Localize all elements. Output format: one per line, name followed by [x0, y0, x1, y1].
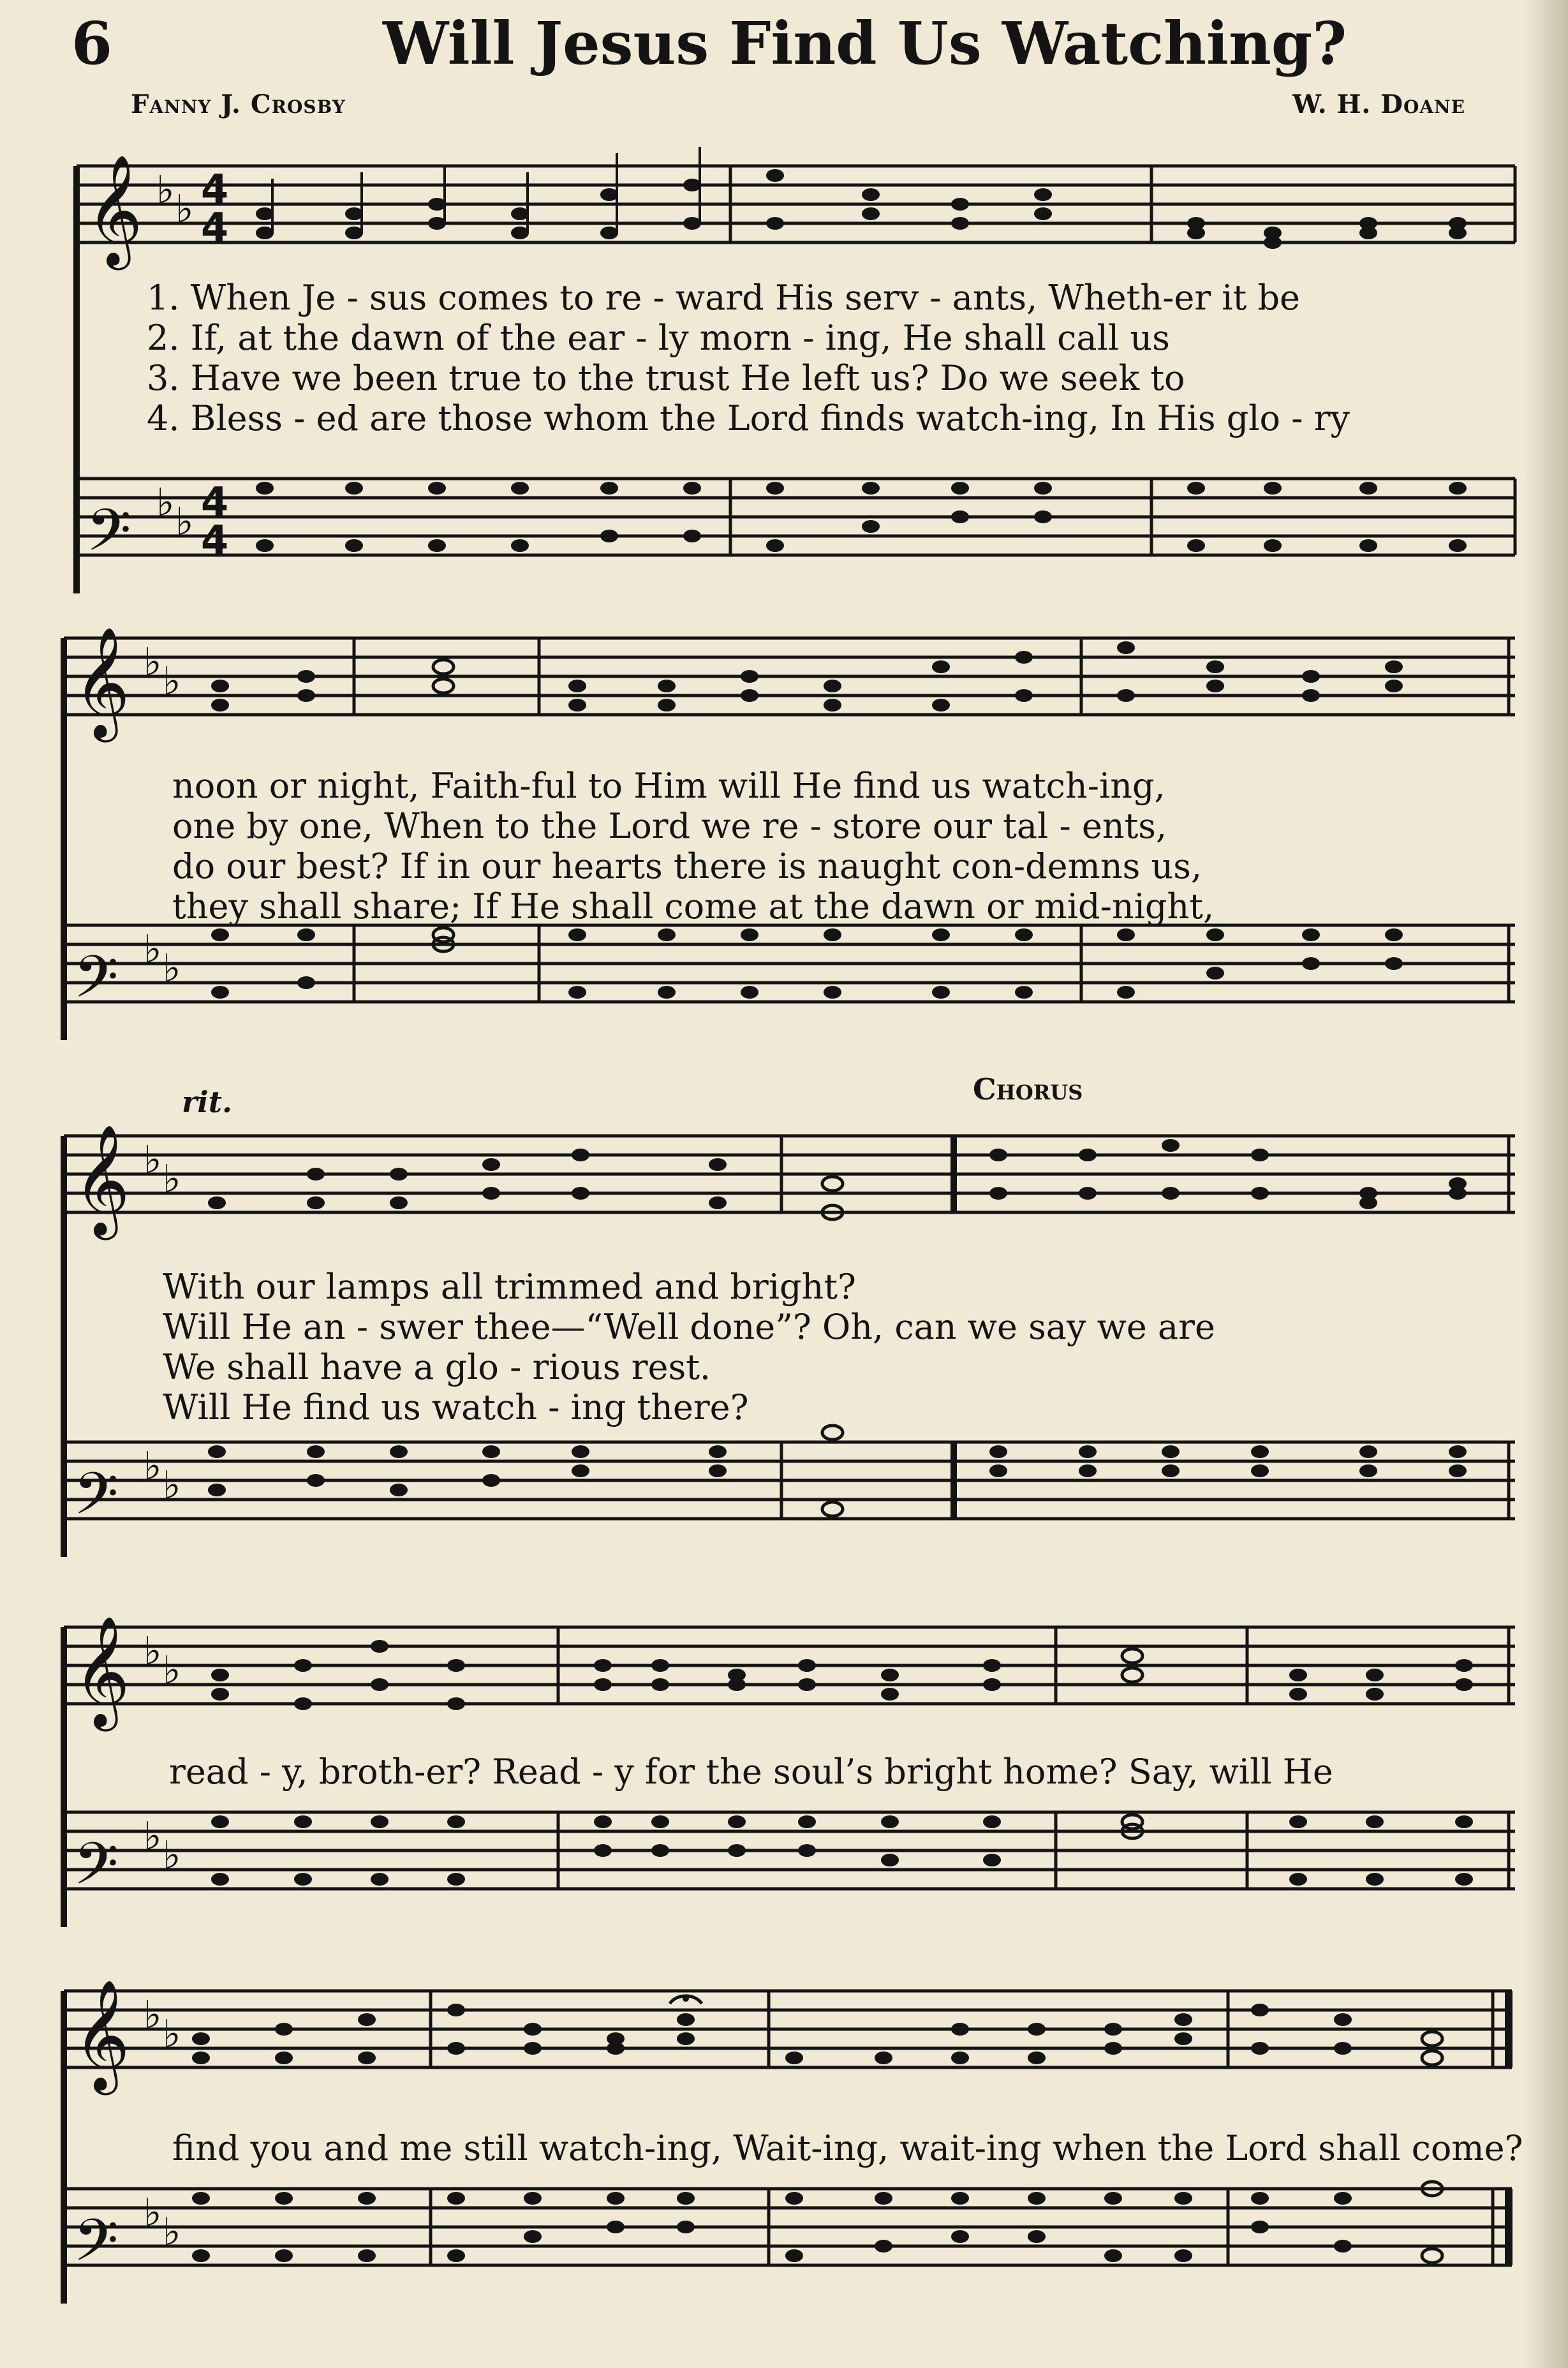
- svg-text:♭: ♭: [163, 659, 181, 704]
- music-system-4: [61, 1608, 1518, 1940]
- svg-text:♭: ♭: [163, 1648, 181, 1693]
- svg-text:𝄞: 𝄞: [73, 627, 130, 738]
- svg-text:4: 4: [201, 204, 229, 251]
- svg-text:♭: ♭: [156, 168, 175, 212]
- page-edge-shadow: [1523, 0, 1568, 2368]
- lyric-chorus: read - y, broth-er? Read - y for the soul’s bright home? Say, will He: [169, 1752, 1333, 1792]
- svg-text:♭: ♭: [144, 1138, 162, 1182]
- chorus-label: Chorus: [973, 1072, 1083, 1106]
- svg-text:4: 4: [201, 479, 229, 525]
- svg-text:♭: ♭: [175, 500, 194, 544]
- ritardando-marking: rit.: [182, 1085, 232, 1119]
- lyric-verse-1: With our lamps all trimmed and bright?: [163, 1267, 856, 1307]
- lyric-verse-2: Will He an - swer thee—“Well done”? Oh, can we say we are: [163, 1307, 1215, 1347]
- svg-text:♭: ♭: [144, 1629, 162, 1674]
- svg-text:𝄢: 𝄢: [73, 1460, 119, 1542]
- svg-text:♭: ♭: [163, 946, 181, 991]
- svg-text:♭: ♭: [144, 1444, 162, 1489]
- lyric-verse-4: 4. Bless - ed are those whom the Lord finds watch-ing, In His glo - ry: [147, 398, 1350, 438]
- svg-text:♭: ♭: [163, 1157, 181, 1202]
- svg-text:♭: ♭: [163, 1463, 181, 1508]
- svg-text:♭: ♭: [144, 927, 162, 972]
- lyric-chorus: find you and me still watch-ing, Wait-ing, wait-ing when the Lord shall come?: [172, 2128, 1523, 2168]
- lyric-verse-3: 3. Have we been true to the trust He left us? Do we seek to: [147, 358, 1185, 398]
- svg-text:𝄞: 𝄞: [86, 154, 143, 265]
- svg-text:𝄢: 𝄢: [86, 496, 131, 578]
- hymn-number: 6: [71, 9, 113, 78]
- lyric-verse-3: do our best? If in our hearts there is naught con-demns us,: [172, 846, 1202, 886]
- svg-text:𝄞: 𝄞: [73, 1616, 130, 1727]
- svg-text:♭: ♭: [156, 480, 175, 525]
- svg-text:♭: ♭: [175, 187, 194, 232]
- lyric-verse-1: noon or night, Faith-ful to Him will He find us watch-ing,: [172, 766, 1165, 806]
- svg-text:♭: ♭: [144, 1993, 162, 2037]
- lyric-verse-2: one by one, When to the Lord we re - store our tal - ents,: [172, 806, 1167, 846]
- svg-text:♭: ♭: [144, 2191, 162, 2235]
- lyric-verse-4: Will He find us watch - ing there?: [163, 1387, 749, 1427]
- lyric-verse-3: We shall have a glo - rious rest.: [163, 1347, 711, 1387]
- music-system-2: [61, 619, 1518, 1053]
- lyric-verse-4: they shall share; If He shall come at the dawn or mid-night,: [172, 886, 1215, 927]
- svg-text:♭: ♭: [163, 2210, 181, 2254]
- music-system-1: [61, 147, 1518, 606]
- svg-text:𝄢: 𝄢: [73, 943, 119, 1025]
- music-system-5: [61, 1972, 1523, 2329]
- svg-text:♭: ♭: [163, 1833, 181, 1878]
- music-system-3: [61, 1072, 1518, 1570]
- svg-text:♭: ♭: [163, 2012, 181, 2057]
- svg-text:𝄢: 𝄢: [73, 2207, 119, 2288]
- lyric-verse-1: 1. When Je - sus comes to re - ward His serv - ants, Wheth-er it be: [147, 278, 1300, 318]
- svg-text:4: 4: [201, 517, 229, 563]
- svg-text:𝄢: 𝄢: [73, 1830, 119, 1912]
- svg-text:𝄞: 𝄞: [73, 1979, 130, 2090]
- svg-text:𝄞: 𝄞: [73, 1124, 130, 1235]
- lyricist-credit: Fanny J. Crosby: [131, 89, 346, 119]
- svg-text:4: 4: [201, 166, 229, 212]
- hymn-title: Will Jesus Find Us Watching?: [383, 9, 1347, 78]
- lyric-verse-2: 2. If, at the dawn of the ear - ly morn - ing, He shall call us: [147, 318, 1170, 358]
- svg-text:♭: ♭: [144, 640, 162, 685]
- svg-text:♭: ♭: [144, 1814, 162, 1859]
- composer-credit: W. H. Doane: [1292, 89, 1465, 119]
